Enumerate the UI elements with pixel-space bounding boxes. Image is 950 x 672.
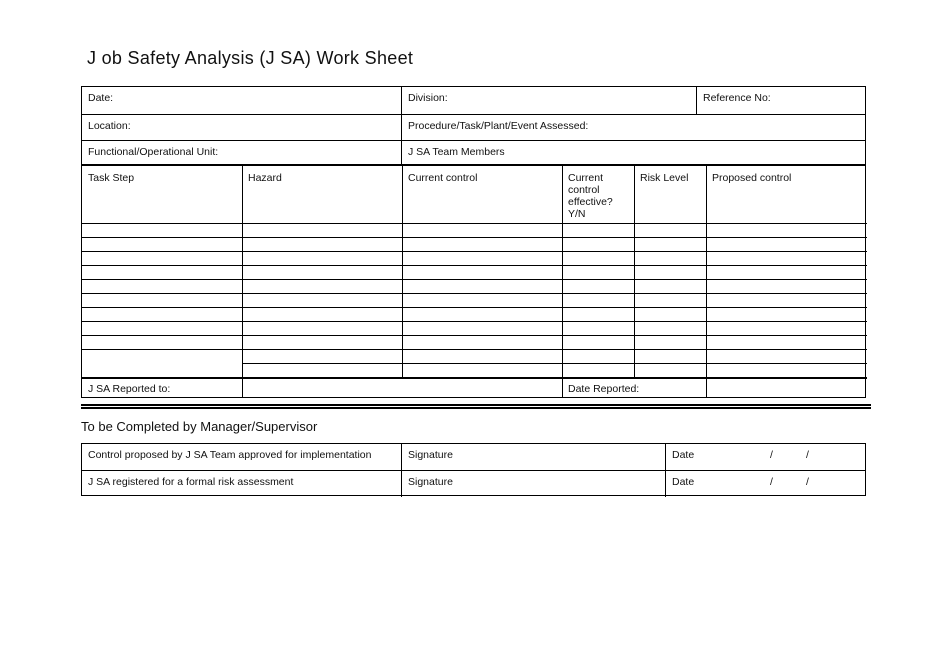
table-header-line	[82, 223, 867, 224]
header-hazard: Hazard	[248, 172, 282, 184]
date-label: Date	[672, 449, 695, 461]
procedure-field[interactable]: Procedure/Task/Plant/Event Assessed:	[402, 114, 865, 140]
table-row-line	[82, 237, 867, 238]
table-column-line	[242, 166, 243, 377]
table-row-line	[242, 363, 867, 364]
table-row-line	[82, 265, 867, 266]
section-title: To be Completed by Manager/Supervisor	[81, 419, 318, 434]
table-row-line	[82, 293, 867, 294]
table-column-line	[562, 166, 563, 377]
reference-field[interactable]: Reference No:	[703, 92, 771, 104]
division-field[interactable]: Division:	[402, 87, 697, 114]
date-separator: /	[770, 476, 773, 488]
date-field[interactable]	[666, 471, 865, 497]
table-column-line	[402, 166, 403, 377]
table-column-line	[562, 377, 563, 398]
table-row-line	[82, 335, 867, 336]
header-current-control: Current control	[408, 172, 478, 184]
registration-label: J SA registered for a formal risk assessment	[82, 471, 402, 497]
date-field[interactable]	[666, 444, 865, 470]
table-footer-line	[82, 377, 867, 379]
reported-to-label: J SA Reported to:	[88, 383, 171, 395]
table-column-line	[242, 377, 243, 398]
divider-rule	[81, 407, 871, 409]
info-block	[81, 86, 866, 166]
table-column-line	[706, 166, 707, 377]
signature-field[interactable]: Signature	[402, 471, 666, 497]
table-column-line	[634, 166, 635, 377]
date-separator: /	[806, 476, 809, 488]
manager-row	[82, 444, 865, 470]
table-column-line	[706, 377, 707, 398]
date-separator: /	[770, 449, 773, 461]
page-title: J ob Safety Analysis (J SA) Work Sheet	[87, 48, 414, 68]
table-row-line	[82, 349, 867, 350]
location-field[interactable]: Location:	[82, 114, 402, 140]
reported-to-field[interactable]	[242, 378, 562, 398]
date-field[interactable]: Date:	[82, 87, 402, 114]
unit-field[interactable]: Functional/Operational Unit:	[82, 140, 402, 165]
hazard-table	[81, 166, 866, 398]
table-row-line	[82, 251, 867, 252]
header-task-step: Task Step	[88, 172, 135, 184]
table-row-line	[82, 321, 867, 322]
team-members-field[interactable]: J SA Team Members	[402, 140, 865, 165]
approval-label: Control proposed by J SA Team approved for implementation	[82, 444, 402, 470]
date-reported-field[interactable]	[706, 378, 866, 398]
date-separator: /	[806, 449, 809, 461]
manager-row	[82, 470, 865, 497]
header-control-effective: Current control effective? Y/N	[568, 172, 613, 220]
header-risk-level: Risk Level	[640, 172, 689, 184]
table-row-line	[82, 307, 867, 308]
manager-block	[81, 443, 866, 496]
header-proposed-control: Proposed control	[712, 172, 792, 184]
date-label: Date	[672, 476, 695, 488]
date-reported-label: Date Reported:	[568, 383, 640, 395]
divider-rule	[81, 404, 871, 406]
table-row-line	[82, 279, 867, 280]
signature-field[interactable]: Signature	[402, 444, 666, 470]
